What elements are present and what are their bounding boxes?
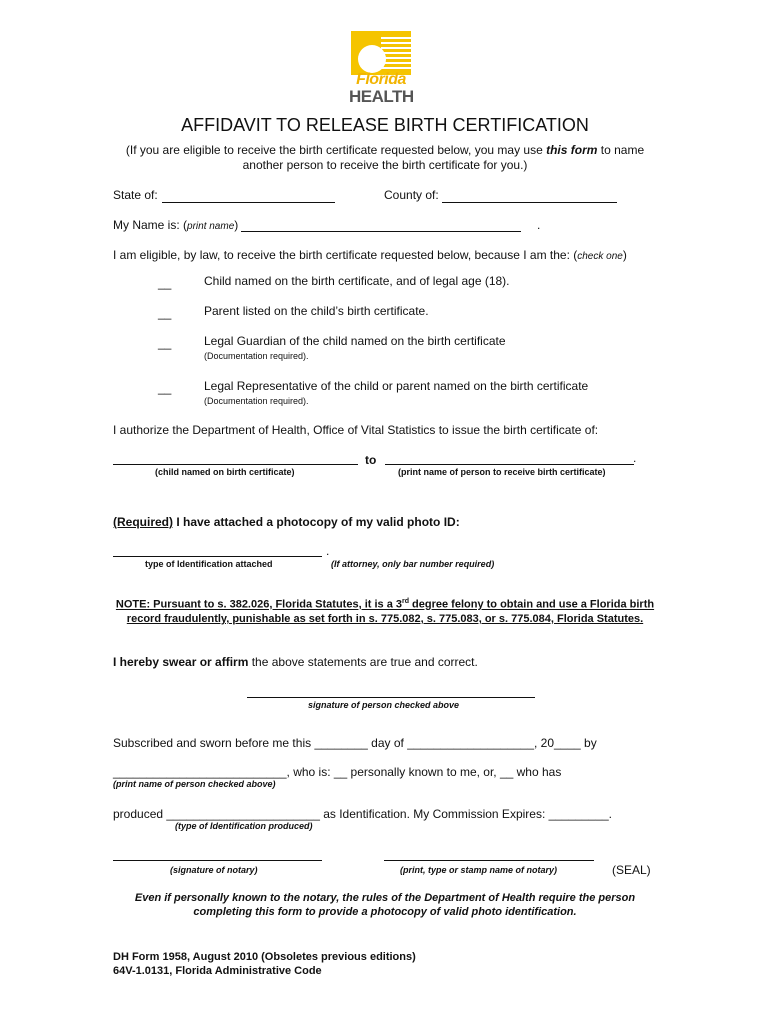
option-note-guardian: (Documentation required). — [204, 351, 309, 361]
receiver-period: . — [633, 451, 637, 465]
option-label-child: Child named on the birth certificate, and of legal age (18). — [204, 274, 510, 288]
option-label-guardian: Legal Guardian of the child named on the birth certificate — [204, 334, 506, 348]
county-label: County of: — [384, 188, 439, 202]
logo-florida-text: Florida — [356, 71, 406, 88]
receiver-name-field[interactable] — [385, 464, 634, 465]
option-note-representative: (Documentation required). — [204, 396, 309, 406]
to-word: to — [365, 453, 377, 467]
florida-health-logo — [349, 31, 413, 105]
option-label-parent: Parent listed on the child’s birth certificate. — [204, 304, 429, 318]
form-number: DH Form 1958, August 2010 (Obsoletes previous editions) — [113, 951, 416, 963]
notary-signature-caption: (signature of notary) — [170, 865, 258, 875]
state-label: State of: — [113, 188, 158, 202]
authorize-statement: I authorize the Department of Health, Office of Vital Statistics to issue the birth certificate of: — [113, 423, 599, 437]
notary-name-caption: (print, type or stamp name of notary) — [400, 865, 558, 875]
logo-health-text: HEALTH — [349, 87, 414, 106]
option-checkbox-guardian[interactable]: __ — [158, 336, 172, 350]
attorney-caption: (If attorney, only bar number required) — [331, 559, 495, 569]
signature-caption: signature of person checked above — [308, 700, 460, 710]
produced-statement: produced _______________________ as Identification. My Commission Expires: _________. — [113, 807, 613, 821]
form-title: AFFIDAVIT TO RELEASE BIRTH CERTIFICATION — [181, 115, 589, 135]
child-caption: (child named on birth certificate) — [155, 467, 295, 477]
type-id-produced-caption: (type of Identification produced) — [175, 821, 313, 831]
disclaimer-line-1: Even if personally known to the notary, the rules of the Department of Health require the person — [134, 892, 636, 904]
subscribed-statement: Subscribed and sworn before me this ________ day of ___________________, 20____ by — [113, 736, 597, 750]
admin-code: 64V-1.0131, Florida Administrative Code — [113, 965, 322, 977]
child-name-field[interactable] — [113, 464, 358, 465]
county-field[interactable] — [442, 202, 617, 203]
signature-field[interactable] — [247, 697, 535, 698]
required-photo-id-statement: (Required) I have attached a photocopy of my valid photo ID: — [113, 515, 460, 529]
option-checkbox-representative[interactable]: __ — [158, 381, 172, 395]
disclaimer-line-2: completing this form to provide a photocopy of valid photo identification. — [193, 906, 577, 918]
state-field[interactable] — [162, 202, 335, 203]
id-type-caption: type of Identification attached — [145, 559, 273, 569]
sun-logo-icon — [351, 31, 411, 75]
id-period: . — [326, 544, 330, 558]
notary-signature-field[interactable] — [113, 860, 322, 861]
notary-name-field[interactable] — [384, 860, 594, 861]
eligibility-statement: I am eligible, by law, to receive the birth certificate requested below, because I am the: (check one) — [113, 248, 627, 262]
name-label: My Name is: (print name) — [113, 218, 239, 232]
option-label-representative: Legal Representative of the child or parent named on the birth certificate — [204, 379, 589, 393]
felony-note-line-1: NOTE: Pursuant to s. 382.026, Florida Statutes, it is a 3rd degree felony to obtain and use a Florida birth — [115, 598, 655, 611]
swear-statement: I hereby swear or affirm the above statements are true and correct. — [113, 655, 478, 669]
intro-line-1: (If you are eligible to receive the birth certificate requested below, you may use this form to name — [125, 143, 645, 157]
seal-label: (SEAL) — [612, 863, 651, 877]
print-person-caption: (print name of person checked above) — [113, 779, 276, 789]
option-checkbox-child[interactable]: __ — [158, 276, 172, 290]
who-is-statement: __________________________, who is: __ personally known to me, or, __ who has — [113, 765, 562, 779]
felony-note-line-2: record fraudulently, punishable as set forth in s. 775.082, s. 775.083, or s. 775.084, Florida Statutes. — [126, 613, 644, 625]
id-type-field[interactable] — [113, 556, 322, 557]
print-name-field[interactable] — [241, 231, 521, 232]
option-checkbox-parent[interactable]: __ — [158, 306, 172, 320]
receiver-caption: (print name of person to receive birth certificate) — [398, 467, 606, 477]
intro-line-2: another person to receive the birth certificate for you.) — [242, 158, 528, 172]
name-period: . — [537, 218, 541, 232]
